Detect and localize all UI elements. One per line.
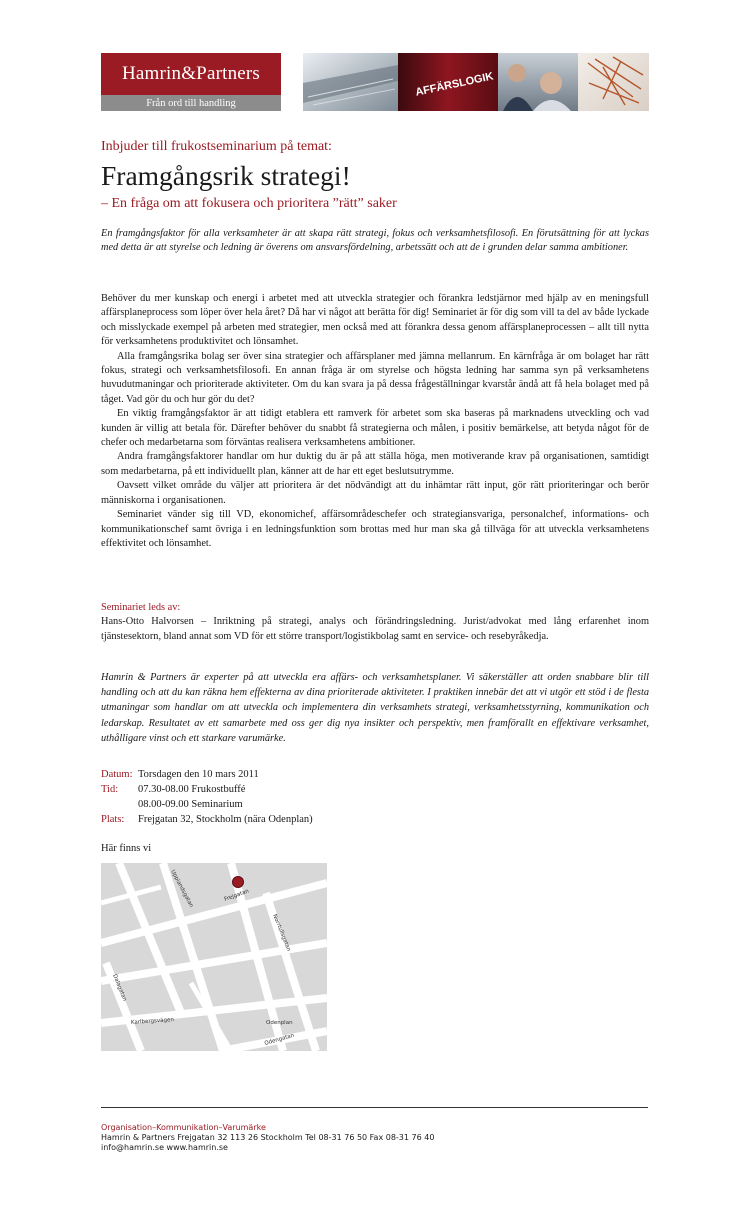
location-map [101,863,327,1051]
about-paragraph [101,670,649,746]
leader-section [101,601,649,644]
footer-web[interactable]: info@hamrin.se www.hamrin.se [101,1143,228,1152]
leader-text: Hans-Otto Halvorsen – Inriktning på strategi, analys och förändringsledning. Jurist/advokat med lång erfarenhet inom tjänstesektorn, bland annat som VD för ett större transport/logistikbolag samt en service- och resebyråkedja. [101,616,649,642]
footer [101,1123,434,1153]
page-title: Framgångsrik strategi! [101,160,351,191]
banner-text: AFFÄRSLOGIK [414,70,495,99]
street-label: Odenplan [266,1020,293,1026]
invite-line: Inbjuder till frukostseminarium på temat: [101,139,332,154]
page-subtitle: – En fråga om att fokusera och prioritera ”rätt” saker [101,196,397,211]
time-value-2: 08.00-09.00 Seminarium [138,799,243,810]
street-label: Karlbergsvägen [130,1017,175,1026]
street-label: Frejgatan [223,888,250,903]
intro-text: En framgångsfaktor för alla verksamheter är att skapa rätt strategi, fokus och verksamhetsfilosofi. En förutsättning för att lyckas med detta är att styrelse och ledning är överens om ansvarsfördelning, arbetssätt och att de i grunden delar samma ambitioner. [101,228,649,254]
body-paragraph: En viktig framgångsfaktor är att tidigt etablera ett ramverk för arbetet som ska baseras på marknadens utveckling och vad kunden är villig att betala för. Därefter behöver du snabbt få strategierna och målen, i positiv bemärkelse, att betyda något för de chefer och medarbetarna som förväntas realisera verksamhetens ambitioner. [101,408,649,449]
date-value: Torsdagen den 10 mars 2011 [138,769,259,780]
body-text [101,292,649,551]
body-paragraph: Behöver du mer kunskap och energi i arbetet med att utveckla strategier och förankra ledstjärnor med hjälp av en meningsfull affärsplaneprocess som löper över hela året? Då har vi något att berätta för dig! Seminariet är för dig som vill ta del av både lyckade och misslyckade exempel på arbeten med strategier, men också med att förankra dessa genom affärsplaneprocessen – allt till nytta för verksamhetens produktivitet och lönsamhet. [101,293,649,348]
about-text: Hamrin & Partners är experter på att utveckla era affärs- och verksamhetsplaner. Vi säkerställer att orden snabbare blir till handling och att du kan räkna hem effekterna av dina prioriterade aktiviteter. I praktiken innebär det att vi utgör ett stöd i de flesta utmaningar som handlar om att utveckla och implementera din verksamhets strategi, verksamhetsstyrning, kommunikation och ledarskap. Resultatet av ett samarbete med oss ger dig nya insikter och perspektiv, men framförallt en effektivare verksamhet, uthålligare vinst och ett starkare varumärke. [101,672,649,744]
location-marker-icon [233,877,244,888]
map-graphic [101,863,327,1051]
date-label: Datum: [101,769,133,780]
logo-tagline: Från ord till handling [101,95,281,111]
event-info [101,767,313,827]
leader-label: Seminariet leds av: [101,602,181,613]
body-paragraph: Alla framgångsrika bolag ser över sina strategier och affärsplaner med jämna mellanrum. En kärnfråga är om bolaget har rätt fokus, strategi och verksamhetsfilosofi. En annan fråga är om styrelse och högsta ledning har samma syn på verksamhetens huvudutmaningar och prioriterade aktiviteter. Om du kan svara ja på dessa frågeställningar kvarstår ändå att få hela bolaget med på tåget. Vad gör du och hur gör du det? [101,350,649,405]
body-paragraph: Seminariet vänder sig till VD, ekonomichef, affärsområdeschefer och strategiansvariga, personalchef, informations- och kommunikationschef samt övriga i en ledningsfunktion som brottas med hur man ska gå tillväga för att utveckla verksamhetens effektivitet och lönsamhet. [101,509,649,549]
street-label: Odengatan [263,1032,295,1047]
map-heading: Här finns vi [101,843,152,854]
place-value: Frejgatan 32, Stockholm (nära Odenplan) [138,814,313,825]
street-label: Upplandsgatan [169,869,195,909]
logo-name: Hamrin&Partners [101,53,281,95]
banner-image [303,53,649,111]
time-label: Tid: [101,784,119,795]
place-label: Plats: [101,814,125,825]
footer-divider [101,1107,648,1108]
body-paragraph: Andra framgångsfaktorer handlar om hur duktig du är på att ställa höga, men motiverande krav på organisationen, samtidigt som medarbetarna, på ett individuellt plan, känner att de har ett eget beslutsutrymme. [101,451,649,477]
footer-tagline: Organisation–Kommunikation–Varumärke [101,1123,266,1132]
intro-paragraph [101,227,649,256]
banner-collage [303,53,649,111]
company-logo [101,53,281,111]
time-value-1: 07.30-08.00 Frukostbuffé [138,784,246,795]
footer-address: Hamrin & Partners Frejgatan 32 113 26 Stockholm Tel 08-31 76 50 Fax 08-31 76 40 [101,1133,435,1142]
body-paragraph: Oavsett vilket område du väljer att prioritera är det nödvändigt att du inhämtar rätt input, gör rätt prioriteringar och berör människorna i organisationen. [101,480,649,506]
street-label: Dalagatan [111,973,128,1003]
street-label: Norrtullsgatan [271,913,292,953]
